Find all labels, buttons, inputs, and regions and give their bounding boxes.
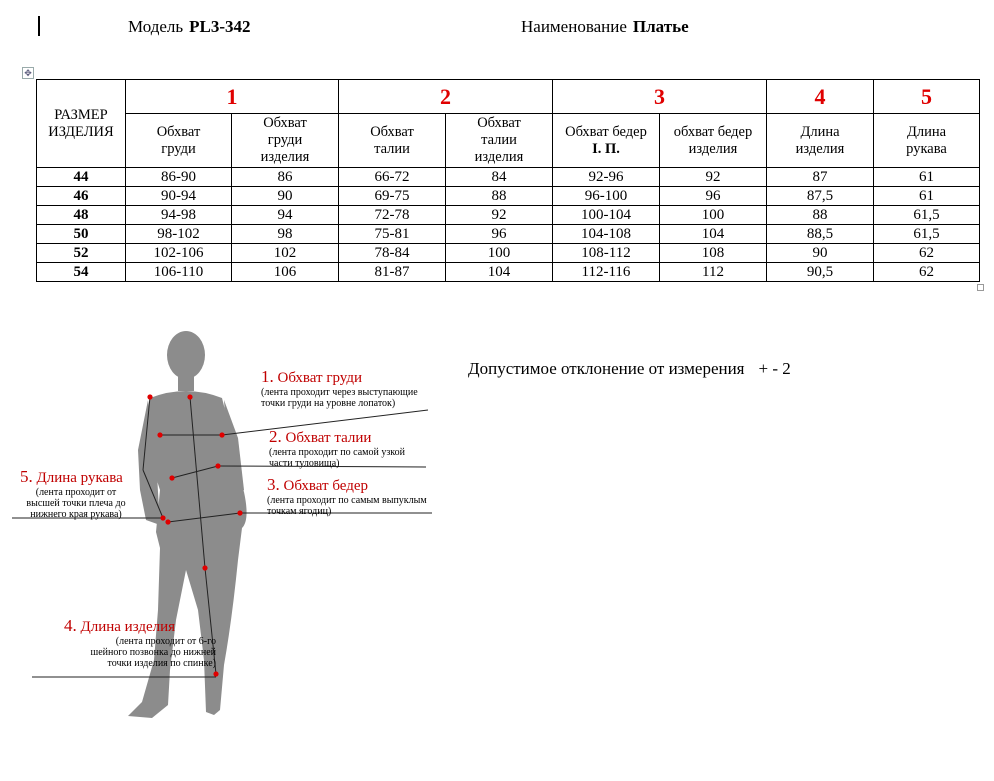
- subheader-line: изделия: [795, 140, 845, 157]
- size-cell[interactable]: 54: [37, 263, 126, 282]
- table-row: [37, 225, 980, 244]
- size-cell[interactable]: 52: [37, 244, 126, 263]
- size-header-cell[interactable]: [37, 80, 126, 168]
- value-cell[interactable]: 102: [232, 244, 339, 263]
- value-cell[interactable]: 92-96: [553, 168, 660, 187]
- label-sleeve: [20, 467, 132, 520]
- value-cell[interactable]: 98: [232, 225, 339, 244]
- value-cell[interactable]: 88: [446, 187, 553, 206]
- group-number-cell[interactable]: 4: [767, 80, 874, 114]
- label-number: 2.: [269, 427, 282, 446]
- label-title: Длина изделия: [80, 619, 176, 635]
- value-cell[interactable]: 75-81: [339, 225, 446, 244]
- label-desc-line: (лента проходит по самым выпуклым: [267, 495, 427, 506]
- model-value[interactable]: PL3-342: [189, 17, 251, 36]
- size-cell[interactable]: 46: [37, 187, 126, 206]
- value-cell[interactable]: 112: [660, 263, 767, 282]
- name-value[interactable]: Платье: [632, 17, 689, 36]
- label-title: Длина рукава: [36, 470, 123, 486]
- label-desc-line: точки груди на уровне лопаток): [261, 398, 396, 409]
- size-header-text: РАЗМЕР ИЗДЕЛИЯ: [48, 106, 114, 140]
- subheader-cell[interactable]: [874, 114, 980, 168]
- subheader-line: изделия: [688, 140, 738, 157]
- subheader-cell[interactable]: [767, 114, 874, 168]
- value-cell[interactable]: 61: [874, 168, 980, 187]
- table-row: [37, 244, 980, 263]
- value-cell[interactable]: 62: [874, 263, 980, 282]
- subheader-line: талии: [481, 132, 517, 148]
- value-cell[interactable]: 72-78: [339, 206, 446, 225]
- label-desc-line: высшей точки плеча до: [26, 498, 126, 509]
- label-desc-line: шейного позвонка до нижней: [90, 647, 216, 658]
- value-cell[interactable]: 92: [660, 168, 767, 187]
- value-cell[interactable]: 90: [767, 244, 874, 263]
- value-cell[interactable]: 92: [446, 206, 553, 225]
- name-label: Наименование: [521, 17, 627, 36]
- label-desc-line: (лента проходит от 6-го: [115, 636, 216, 647]
- subheader-line: Длина: [906, 123, 947, 140]
- label-number: 5.: [20, 467, 33, 486]
- subheader-cell[interactable]: [660, 114, 767, 168]
- subheader-line: рукава: [906, 140, 947, 157]
- subheader-line: обхват бедер: [673, 123, 753, 140]
- group-number-cell[interactable]: 5: [874, 80, 980, 114]
- model-label: Модель: [128, 17, 184, 36]
- subheader-cell[interactable]: [339, 114, 446, 168]
- value-cell[interactable]: 94: [232, 206, 339, 225]
- value-cell[interactable]: 61,5: [874, 206, 980, 225]
- value-cell[interactable]: 100-104: [553, 206, 660, 225]
- label-desc-line: (лента проходит от: [35, 487, 117, 498]
- value-cell[interactable]: 90,5: [767, 263, 874, 282]
- value-cell[interactable]: 86-90: [126, 168, 232, 187]
- table-move-handle-icon[interactable]: ✥: [22, 67, 34, 79]
- label-desc-line: части туловища): [269, 458, 340, 469]
- table-header-row: [37, 80, 980, 114]
- table-body: [37, 168, 980, 282]
- group-number-cell[interactable]: 3: [553, 80, 767, 114]
- value-cell[interactable]: 106: [232, 263, 339, 282]
- label-number: 3.: [267, 475, 280, 494]
- table-row: [37, 168, 980, 187]
- value-cell[interactable]: 88,5: [767, 225, 874, 244]
- value-cell[interactable]: 100: [660, 206, 767, 225]
- label-chest: [261, 367, 418, 409]
- subheader-cell[interactable]: [553, 114, 660, 168]
- label-title: Обхват груди: [277, 370, 363, 386]
- label-desc-line: (лента проходит по самой узкой: [269, 447, 405, 458]
- subheader-line: талии: [374, 140, 410, 157]
- text-cursor: [38, 16, 40, 36]
- value-cell[interactable]: 112-116: [553, 263, 660, 282]
- size-cell[interactable]: 44: [37, 168, 126, 187]
- label-desc-line: нижнего края рукава): [30, 509, 122, 520]
- value-cell[interactable]: 96: [446, 225, 553, 244]
- name-field: [521, 17, 689, 37]
- tolerance-note: [468, 359, 791, 379]
- measurement-diagram: [0, 320, 470, 740]
- value-cell[interactable]: 86: [232, 168, 339, 187]
- value-cell[interactable]: 100: [446, 244, 553, 263]
- label-desc-line: точки изделия по спинке): [107, 658, 216, 669]
- subheader-line: I. П.: [592, 140, 620, 157]
- value-cell[interactable]: 96-100: [553, 187, 660, 206]
- value-cell[interactable]: 87: [767, 168, 874, 187]
- value-cell[interactable]: 87,5: [767, 187, 874, 206]
- model-field: [128, 17, 251, 37]
- size-cell[interactable]: 48: [37, 206, 126, 225]
- label-length: [40, 616, 216, 669]
- table-row: [37, 206, 980, 225]
- value-cell[interactable]: 108: [660, 244, 767, 263]
- value-cell[interactable]: 81-87: [339, 263, 446, 282]
- value-cell[interactable]: 94-98: [126, 206, 232, 225]
- label-desc-line: (лента проходит через выступающие: [261, 387, 418, 398]
- tolerance-value: + - 2: [758, 359, 791, 378]
- value-cell[interactable]: 66-72: [339, 168, 446, 187]
- value-cell[interactable]: 62: [874, 244, 980, 263]
- group-number-cell[interactable]: 1: [126, 80, 339, 114]
- label-number: 1.: [261, 367, 274, 386]
- value-cell[interactable]: 69-75: [339, 187, 446, 206]
- label-desc-line: точкам ягодиц): [267, 506, 332, 517]
- value-cell[interactable]: 104-108: [553, 225, 660, 244]
- subheader-line: Обхват: [477, 115, 521, 131]
- subheader-line: груди: [161, 140, 196, 157]
- group-number-cell[interactable]: 2: [339, 80, 553, 114]
- subheader-line: изделия: [260, 149, 310, 165]
- value-cell[interactable]: 90-94: [126, 187, 232, 206]
- subheader-line: Длина: [800, 123, 840, 140]
- subheader-line: Обхват: [263, 115, 307, 131]
- value-cell[interactable]: 102-106: [126, 244, 232, 263]
- label-number: 4.: [64, 616, 77, 635]
- value-cell[interactable]: 104: [446, 263, 553, 282]
- table-resize-handle[interactable]: [977, 284, 984, 291]
- value-cell[interactable]: 78-84: [339, 244, 446, 263]
- subheader-line: Обхват бедер: [565, 123, 647, 140]
- value-cell[interactable]: 61: [874, 187, 980, 206]
- value-cell[interactable]: 90: [232, 187, 339, 206]
- value-cell[interactable]: 104: [660, 225, 767, 244]
- subheader-cell[interactable]: [232, 114, 339, 168]
- size-cell[interactable]: 50: [37, 225, 126, 244]
- tolerance-text: Допустимое отклонение от измерения: [468, 359, 745, 378]
- table-row: [37, 187, 980, 206]
- size-chart-table: [36, 79, 980, 282]
- value-cell[interactable]: 98-102: [126, 225, 232, 244]
- label-title: Обхват бедер: [283, 478, 369, 494]
- subheader-line: груди: [267, 132, 303, 148]
- value-cell[interactable]: 88: [767, 206, 874, 225]
- label-title: Обхват талии: [285, 430, 372, 446]
- value-cell[interactable]: 96: [660, 187, 767, 206]
- label-hips: [267, 475, 427, 517]
- subheader-cell[interactable]: [446, 114, 553, 168]
- subheader-line: изделия: [474, 149, 524, 165]
- table-row: [37, 263, 980, 282]
- value-cell[interactable]: 61,5: [874, 225, 980, 244]
- subheader-cell[interactable]: [126, 114, 232, 168]
- label-waist: [269, 427, 405, 469]
- subheader-line: Обхват: [156, 123, 201, 140]
- value-cell[interactable]: 84: [446, 168, 553, 187]
- value-cell[interactable]: 108-112: [553, 244, 660, 263]
- subheader-line: Обхват: [370, 123, 414, 140]
- value-cell[interactable]: 106-110: [126, 263, 232, 282]
- table-subheader-row: [37, 114, 980, 168]
